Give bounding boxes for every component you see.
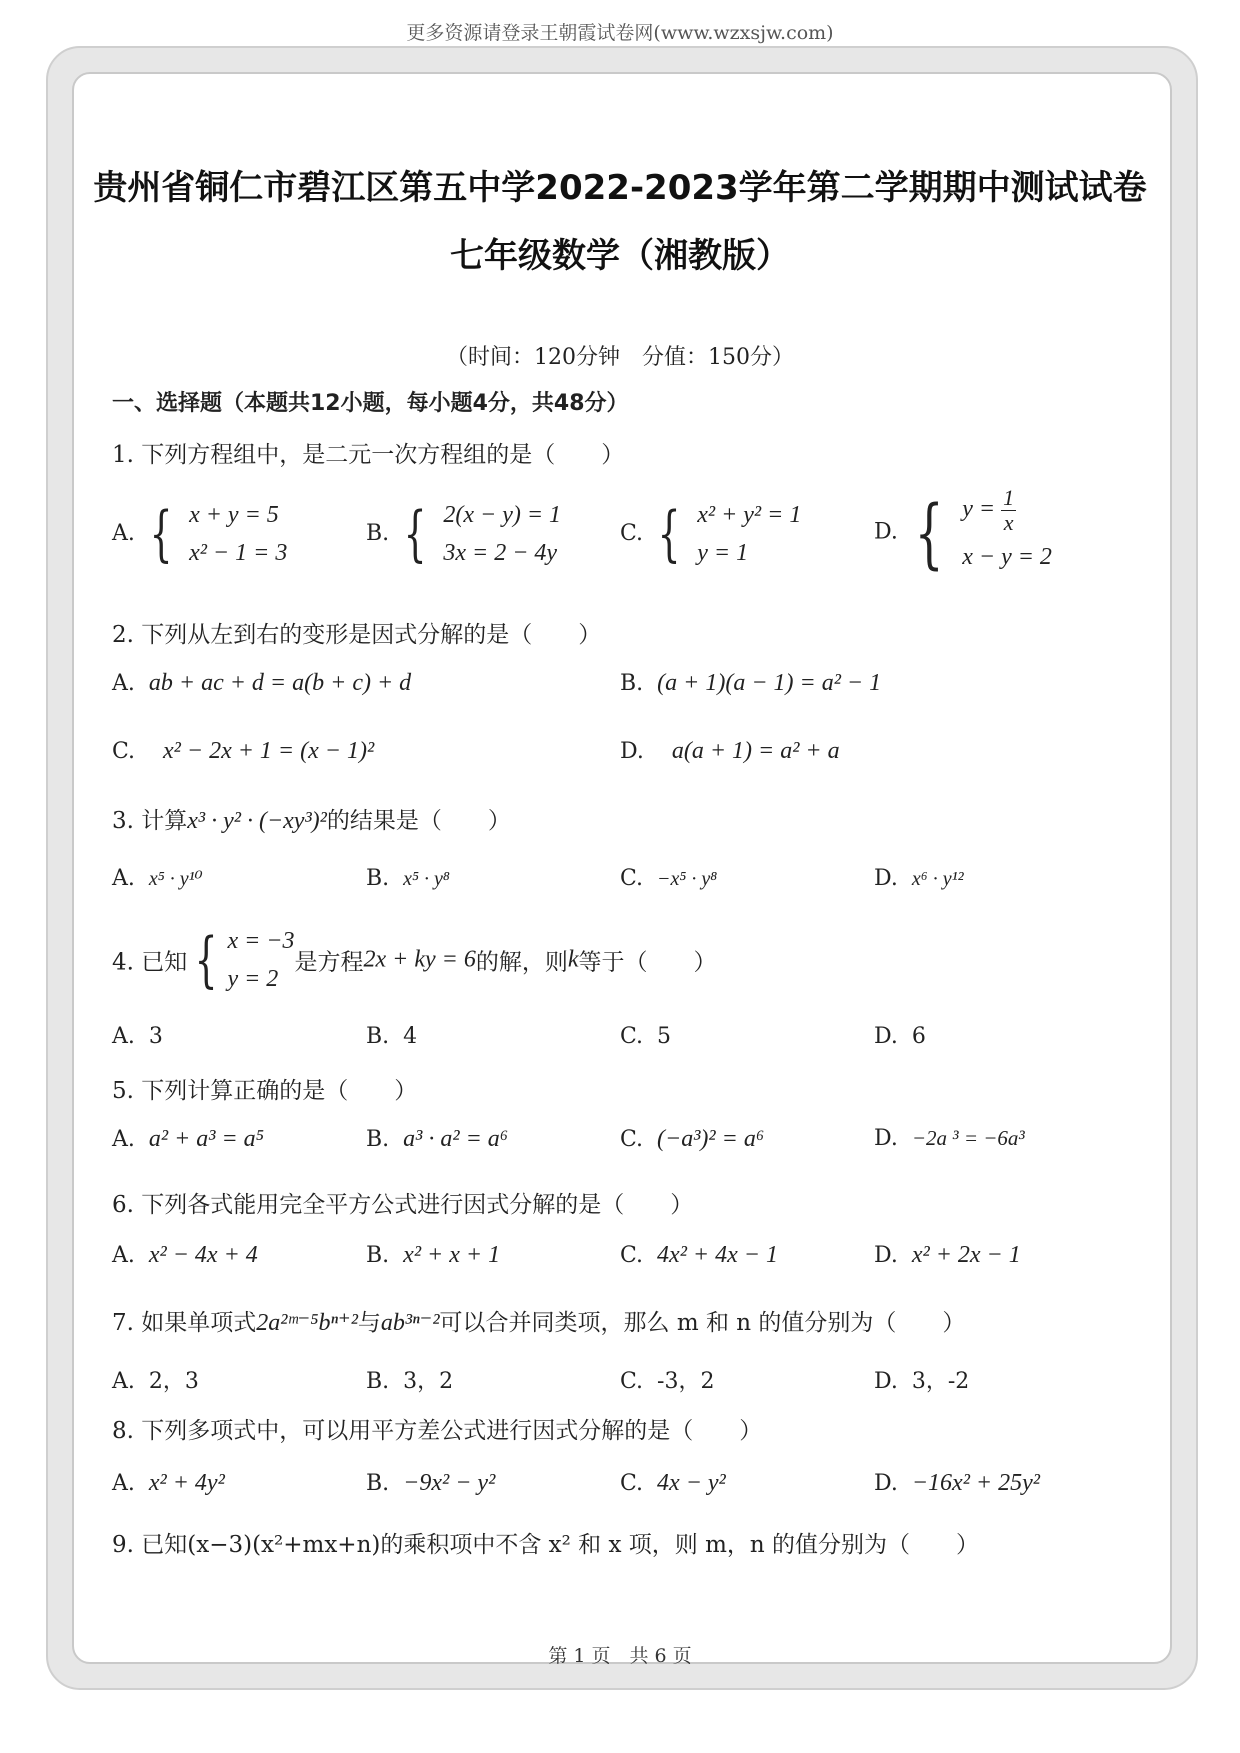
- q8-option-b[interactable]: B. −9x² − y²: [366, 1470, 496, 1496]
- brace-icon: {: [914, 487, 944, 577]
- q2-option-a[interactable]: [112, 670, 411, 697]
- brace-icon: {: [657, 499, 681, 569]
- question-7-stem: 7. 如果单项式2a²ᵐ⁻⁵bⁿ⁺²与ab³ⁿ⁻²可以合并同类项，那么 m 和 n 的值分别为（ ）: [112, 1310, 966, 1336]
- exam-title: 贵州省铜仁市碧江区第五中学2022-2023学年第二学期期中测试试卷: [93, 168, 1147, 208]
- q3-expression: x³ · y² · (−xy³)²: [187, 808, 327, 834]
- q1-option-b[interactable]: [366, 496, 561, 572]
- top-banner: 更多资源请登录王朝霞试卷网(www.wzxsjw.com): [406, 22, 834, 44]
- q8-option-d[interactable]: D. −16x² + 25y²: [874, 1470, 1040, 1496]
- q2-a-expr: ab + ac + d = a(b + c) + d: [148, 670, 412, 696]
- q1-c-eq1: x² + y² = 1: [697, 502, 802, 528]
- q2-option-d[interactable]: [620, 738, 840, 765]
- q5-option-c[interactable]: C. (−a³)² = a⁶: [620, 1126, 765, 1152]
- q2-d-label: D.: [620, 739, 644, 764]
- question-5-stem: 5. 下列计算正确的是（ ）: [112, 1078, 418, 1104]
- q1-c-eq2: y = 1: [697, 540, 749, 566]
- exam-subtitle: 七年级数学（湘教版）: [450, 236, 790, 276]
- question-8-stem: 8. 下列多项式中，可以用平方差公式进行因式分解的是（ ）: [112, 1418, 763, 1444]
- brace-icon: {: [194, 925, 218, 995]
- q1-option-a[interactable]: [112, 496, 287, 572]
- q4-option-a[interactable]: A. 3: [112, 1024, 163, 1049]
- q5-option-d[interactable]: D. −2a ³ = −6a³: [874, 1126, 1025, 1151]
- q1-b-label: B.: [366, 521, 390, 546]
- q5-option-b[interactable]: B. a³ · a² = a⁶: [366, 1126, 509, 1152]
- q2-d-expr: a(a + 1) = a² + a: [671, 738, 840, 764]
- q1-c-label: C.: [620, 521, 644, 546]
- q7-option-a[interactable]: A. 2，3: [112, 1369, 199, 1394]
- q1-option-d[interactable]: [874, 486, 1052, 579]
- q1-a-eq1: x + y = 5: [189, 502, 279, 528]
- q3-option-a[interactable]: A. x⁵ · y¹⁰: [112, 866, 203, 891]
- brace-icon: {: [403, 499, 427, 569]
- q3-option-d[interactable]: D. x⁶ · y¹²: [874, 866, 964, 891]
- q3-option-b[interactable]: B. x⁵ · y⁸: [366, 866, 450, 891]
- q2-b-expr: (a + 1)(a − 1) = a² − 1: [657, 670, 882, 696]
- q6-option-a[interactable]: A. x² − 4x + 4: [112, 1242, 258, 1268]
- q7-option-b[interactable]: B. 3，2: [366, 1369, 454, 1394]
- q1-b-eq1: 2(x − y) = 1: [443, 502, 562, 528]
- question-2-stem: 2. 下列从左到右的变形是因式分解的是（ ）: [112, 622, 602, 648]
- q2-c-label: C.: [112, 739, 136, 764]
- question-4-stem: 4. 已知 { x = −3 y = 2是方程2x + ky = 6的解，则k等于（ ）: [112, 925, 717, 995]
- q4-option-c[interactable]: C. 5: [620, 1024, 672, 1049]
- q2-option-b[interactable]: [620, 670, 881, 697]
- q2-a-label: A.: [112, 671, 135, 696]
- q8-option-a[interactable]: A. x² + 4y²: [112, 1470, 225, 1496]
- q7-option-d[interactable]: D. 3，-2: [874, 1369, 970, 1394]
- q4-option-d[interactable]: D. 6: [874, 1024, 926, 1049]
- q1-b-eq2: 3x = 2 − 4y: [443, 540, 558, 566]
- q1-option-c[interactable]: [620, 496, 801, 572]
- q3-option-c[interactable]: C. −x⁵ · y⁸: [620, 866, 718, 891]
- q1-d-label: D.: [874, 519, 898, 545]
- q2-option-c[interactable]: [112, 738, 374, 765]
- q2-c-expr: x² − 2x + 1 = (x − 1)²: [163, 738, 375, 764]
- question-6-stem: 6. 下列各式能用完全平方公式进行因式分解的是（ ）: [112, 1192, 694, 1218]
- q6-option-b[interactable]: B. x² + x + 1: [366, 1242, 501, 1268]
- q5-option-a[interactable]: A. a² + a³ = a⁵: [112, 1126, 265, 1152]
- q1-d-eq1: y = $\frac{1}{x}$: [962, 485, 1015, 535]
- q6-option-c[interactable]: C. 4x² + 4x − 1: [620, 1242, 778, 1268]
- q2-b-label: B.: [620, 671, 644, 696]
- q1-d-eq2: x − y = 2: [962, 544, 1052, 570]
- q1-a-label: A.: [112, 521, 135, 546]
- question-9-stem: 9. 已知(x−3)(x²+mx+n)的乘积项中不含 x² 和 x 项，则 m，n 的值分别为（ ）: [112, 1532, 980, 1558]
- q8-option-c[interactable]: C. 4x − y²: [620, 1470, 726, 1496]
- question-3-stem: 3. 计算x³ · y² · (−xy³)²的结果是（ ）: [112, 808, 511, 834]
- page-footer: 第 1 页 共 6 页: [548, 1645, 692, 1667]
- exam-info: （时间：120分钟 分值：150分）: [446, 345, 794, 370]
- q4-option-b[interactable]: B. 4: [366, 1024, 418, 1049]
- q7-option-c[interactable]: C. -3，2: [620, 1369, 715, 1394]
- question-1-stem: 1. 下列方程组中，是二元一次方程组的是（ ）: [112, 442, 625, 468]
- section-heading: 一、选择题（本题共12小题，每小题4分，共48分）: [112, 391, 629, 416]
- q1-a-eq2: x² − 1 = 3: [189, 540, 288, 566]
- q6-option-d[interactable]: D. x² + 2x − 1: [874, 1242, 1021, 1268]
- brace-icon: {: [149, 499, 173, 569]
